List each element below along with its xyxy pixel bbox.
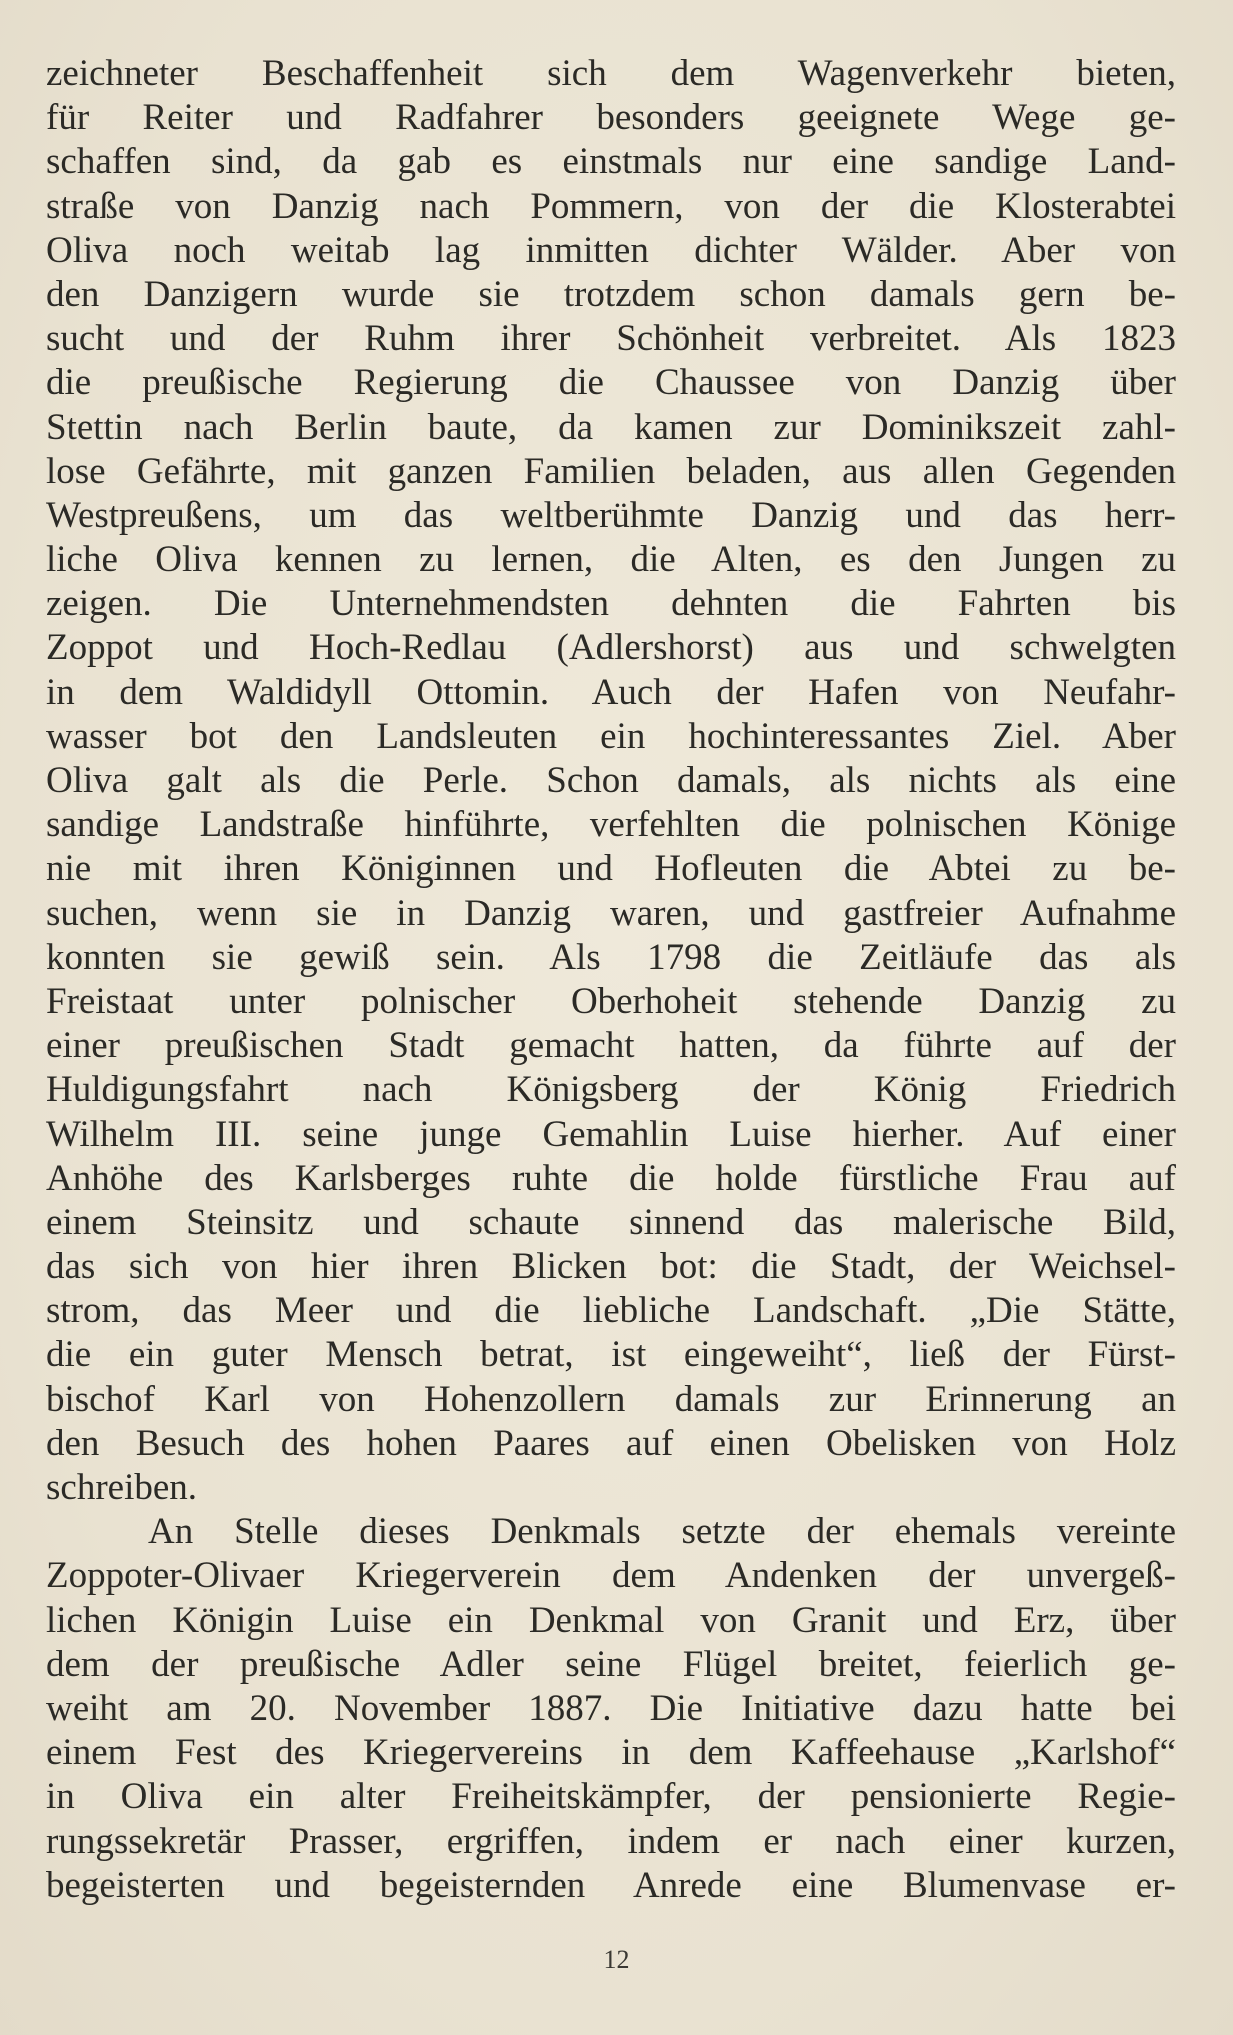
page-number: 12 (603, 1945, 630, 1974)
text-line: wasser bot den Landsleuten ein hochinteressantes Ziel. Aber (46, 715, 1176, 757)
text-line: lose Gefährte, mit ganzen Familien beladen, aus allen Gegenden (46, 450, 1176, 492)
body-text (46, 52, 1176, 1908)
text-line: dem der preußische Adler seine Flügel breitet, feierlich ge- (46, 1643, 1176, 1685)
text-line: suchen, wenn sie in Danzig waren, und gastfreier Aufnahme (46, 892, 1176, 934)
text-line: Stettin nach Berlin baute, da kamen zur Dominikszeit zahl- (46, 406, 1176, 448)
text-line: einer preußischen Stadt gemacht hatten, da führte auf der (46, 1025, 1176, 1067)
text-line: die preußische Regierung die Chaussee von Danzig über (46, 362, 1176, 404)
text-line: in Oliva ein alter Freiheitskämpfer, der pensionierte Regie- (46, 1776, 1176, 1818)
text-line: Oliva noch weitab lag inmitten dichter Wälder. Aber von (46, 229, 1176, 271)
text-line: das sich von hier ihren Blicken bot: die Stadt, der Weichsel- (46, 1246, 1176, 1288)
text-line: nie mit ihren Königinnen und Hofleuten die Abtei zu be- (46, 848, 1176, 890)
text-line: liche Oliva kennen zu lernen, die Alten, es den Jungen zu (46, 539, 1176, 581)
text-line: An Stelle dieses Denkmals setzte der ehemals vereinte (148, 1511, 1176, 1553)
text-line: zeichneter Beschaffenheit sich dem Wagenverkehr bieten, (46, 53, 1176, 94)
text-line: konnten sie gewiß sein. Als 1798 die Zeitläufe das als (46, 936, 1176, 978)
text-line: für Reiter und Radfahrer besonders geeignete Wege ge- (46, 97, 1176, 139)
text-line: die ein guter Mensch betrat, ist eingeweiht“, ließ der Fürst- (46, 1334, 1176, 1376)
text-line: Oliva galt als die Perle. Schon damals, als nichts als eine (46, 760, 1176, 801)
text-line: Anhöhe des Karlsberges ruhte die holde fürstliche Frau auf (46, 1157, 1176, 1199)
text-line: begeisterten und begeisternden Anrede eine Blumenvase er- (46, 1864, 1176, 1906)
text-line: Zoppoter-Olivaer Kriegerverein dem Andenken der unvergeß- (46, 1555, 1176, 1597)
text-line: lichen Königin Luise ein Denkmal von Granit und Erz, über (46, 1599, 1176, 1641)
text-line: zeigen. Die Unternehmendsten dehnten die Fahrten bis (46, 583, 1176, 625)
text-line: rungssekretär Prasser, ergriffen, indem er nach einer kurzen, (46, 1820, 1176, 1862)
text-line: Freistaat unter polnischer Oberhoheit stehende Danzig zu (46, 980, 1176, 1022)
paragraph (46, 1510, 1176, 1908)
text-line: bischof Karl von Hohenzollern damals zur Erinnerung an (46, 1378, 1176, 1420)
text-line: den Danzigern wurde sie trotzdem schon damals gern be- (46, 273, 1176, 315)
text-line: schaffen sind, da gab es einstmals nur eine sandige Land- (46, 141, 1176, 183)
text-line: den Besuch des hohen Paares auf einen Obelisken von Holz (46, 1422, 1176, 1464)
text-line: schreiben. (46, 1467, 198, 1508)
text-line: Zoppot und Hoch-Redlau (Adlershorst) aus und schwelgten (46, 627, 1176, 669)
text-line: in dem Waldidyll Ottomin. Auch der Hafen von Neufahr- (46, 671, 1176, 713)
text-line: sucht und der Ruhm ihrer Schönheit verbreitet. Als 1823 (46, 318, 1176, 360)
text-line: weiht am 20. November 1887. Die Initiative dazu hatte bei (46, 1687, 1176, 1729)
text-line: strom, das Meer und die liebliche Landschaft. „Die Stätte, (46, 1290, 1176, 1332)
text-line: einem Steinsitz und schaute sinnend das malerische Bild, (46, 1201, 1176, 1243)
text-line: sandige Landstraße hinführte, verfehlten die polnischen Könige (46, 804, 1176, 846)
text-line: einem Fest des Kriegervereins in dem Kaffeehause „Karlshof“ (46, 1732, 1176, 1774)
text-line: Wilhelm III. seine junge Gemahlin Luise hierher. Auf einer (46, 1113, 1176, 1155)
text-line: Westpreußens, um das weltberühmte Danzig und das herr- (46, 494, 1176, 536)
text-line: straße von Danzig nach Pommern, von der die Klosterabtei (46, 185, 1176, 227)
text-line: Huldigungsfahrt nach Königsberg der König Friedrich (46, 1069, 1176, 1111)
paragraph (46, 52, 1176, 1510)
